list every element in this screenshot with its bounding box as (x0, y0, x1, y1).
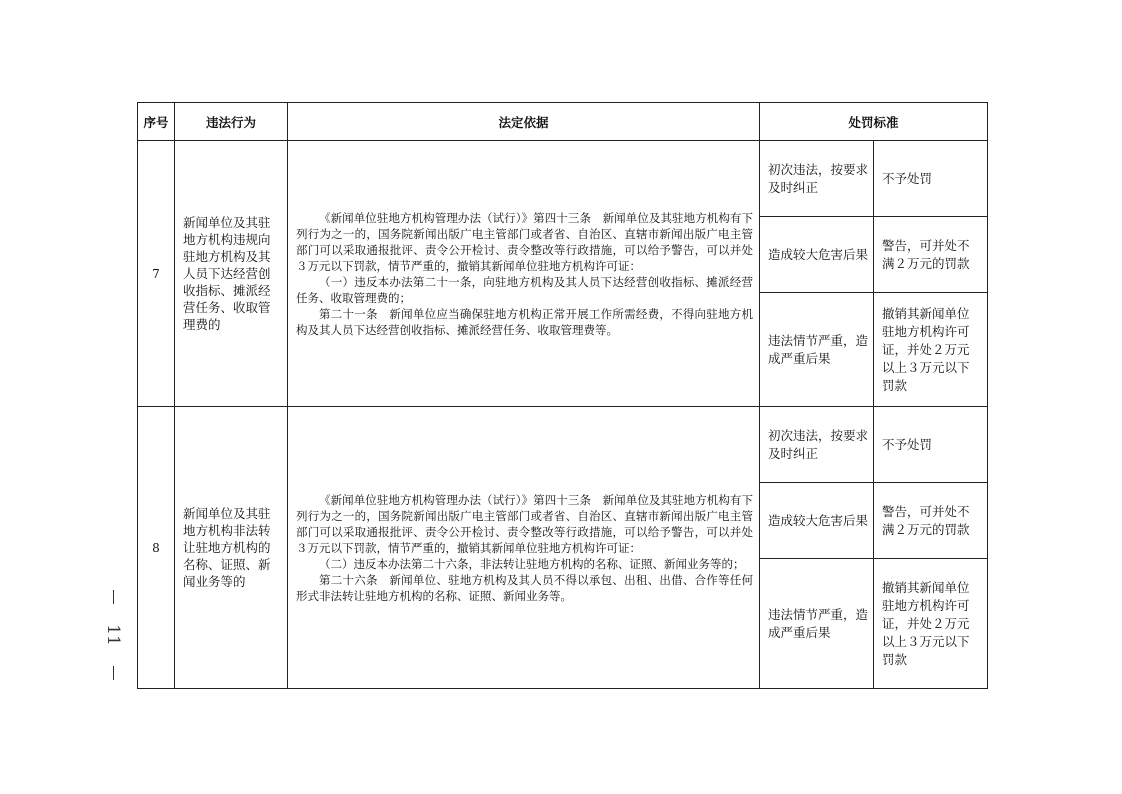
standard-cell: 警告，可并处不满２万元的罚款 (874, 217, 988, 293)
page-number-dash (113, 666, 114, 680)
row-number: 7 (138, 141, 175, 407)
standard-cell: 不予处罚 (874, 407, 988, 483)
situation-cell: 造成较大危害后果 (760, 483, 874, 559)
standard-cell: 不予处罚 (874, 141, 988, 217)
basis-paragraph: 《新闻单位驻地方机构管理办法（试行）》第四十三条 新闻单位及其驻地方机构有下列行为之一的，国务院新闻出版广电主管部门或者省、自治区、直辖市新闻出版广电主管部门可以采取通报批评、责令公开检讨、责令整改等行政措施，可以给予警告，可以并处３万元以下罚款，情节严重的，撤销其新闻单位驻地方机构许可证： (296, 210, 753, 273)
situation-cell: 初次违法，按要求及时纠正 (760, 407, 874, 483)
standard-cell: 撤销其新闻单位驻地方机构许可证，并处２万元以上３万元以下罚款 (874, 559, 988, 689)
standard-cell: 撤销其新闻单位驻地方机构许可证，并处２万元以上３万元以下罚款 (874, 293, 988, 407)
table-row (138, 141, 988, 217)
basis-paragraph: 第二十一条 新闻单位应当确保驻地方机构正常开展工作所需经费，不得向驻地方机构及其人员下达经营创收指标、摊派经营任务、收取管理费等。 (296, 306, 753, 337)
situation-cell: 初次违法，按要求及时纠正 (760, 141, 874, 217)
legal-basis-cell (288, 407, 760, 689)
header-no: 序号 (138, 103, 175, 141)
table-row (138, 407, 988, 483)
basis-paragraph: 第二十六条 新闻单位、驻地方机构及其人员不得以承包、出租、出借、合作等任何形式非法转让驻地方机构的名称、证照、新闻业务等。 (296, 572, 753, 603)
legal-basis-cell (288, 141, 760, 407)
situation-cell: 造成较大危害后果 (760, 217, 874, 293)
basis-paragraph: （二）违反本办法第二十六条，非法转让驻地方机构的名称、证照、新闻业务等的； (319, 556, 745, 571)
page-number-text: 11 (102, 624, 123, 646)
header-act: 违法行为 (175, 103, 288, 141)
penalty-standards-table (137, 102, 988, 689)
header-basis: 法定依据 (288, 103, 760, 141)
page-number-dash (113, 590, 114, 604)
row-number: 8 (138, 407, 175, 689)
violation-cell: 新闻单位及其驻地方机构非法转让驻地方机构的名称、证照、新闻业务等的 (175, 407, 288, 689)
basis-paragraph: 《新闻单位驻地方机构管理办法（试行）》第四十三条 新闻单位及其驻地方机构有下列行为之一的，国务院新闻出版广电主管部门或者省、自治区、直辖市新闻出版广电主管部门可以采取通报批评、责令公开检讨、责令整改等行政措施，可以给予警告，可以并处３万元以下罚款，情节严重的，撤销其新闻单位驻地方机构许可证： (296, 492, 753, 555)
table-header-row (138, 103, 988, 141)
situation-cell: 违法情节严重，造成严重后果 (760, 293, 874, 407)
situation-cell: 违法情节严重，造成严重后果 (760, 559, 874, 689)
header-penalty: 处罚标准 (760, 103, 988, 141)
basis-paragraph: （一）违反本办法第二十一条，向驻地方机构及其人员下达经营创收指标、摊派经营任务、收取管理费的； (296, 274, 753, 305)
page-number (100, 590, 126, 680)
violation-cell: 新闻单位及其驻地方机构违规向驻地方机构及其人员下达经营创收指标、摊派经营任务、收取管理费的 (175, 141, 288, 407)
standard-cell: 警告，可并处不满２万元的罚款 (874, 483, 988, 559)
